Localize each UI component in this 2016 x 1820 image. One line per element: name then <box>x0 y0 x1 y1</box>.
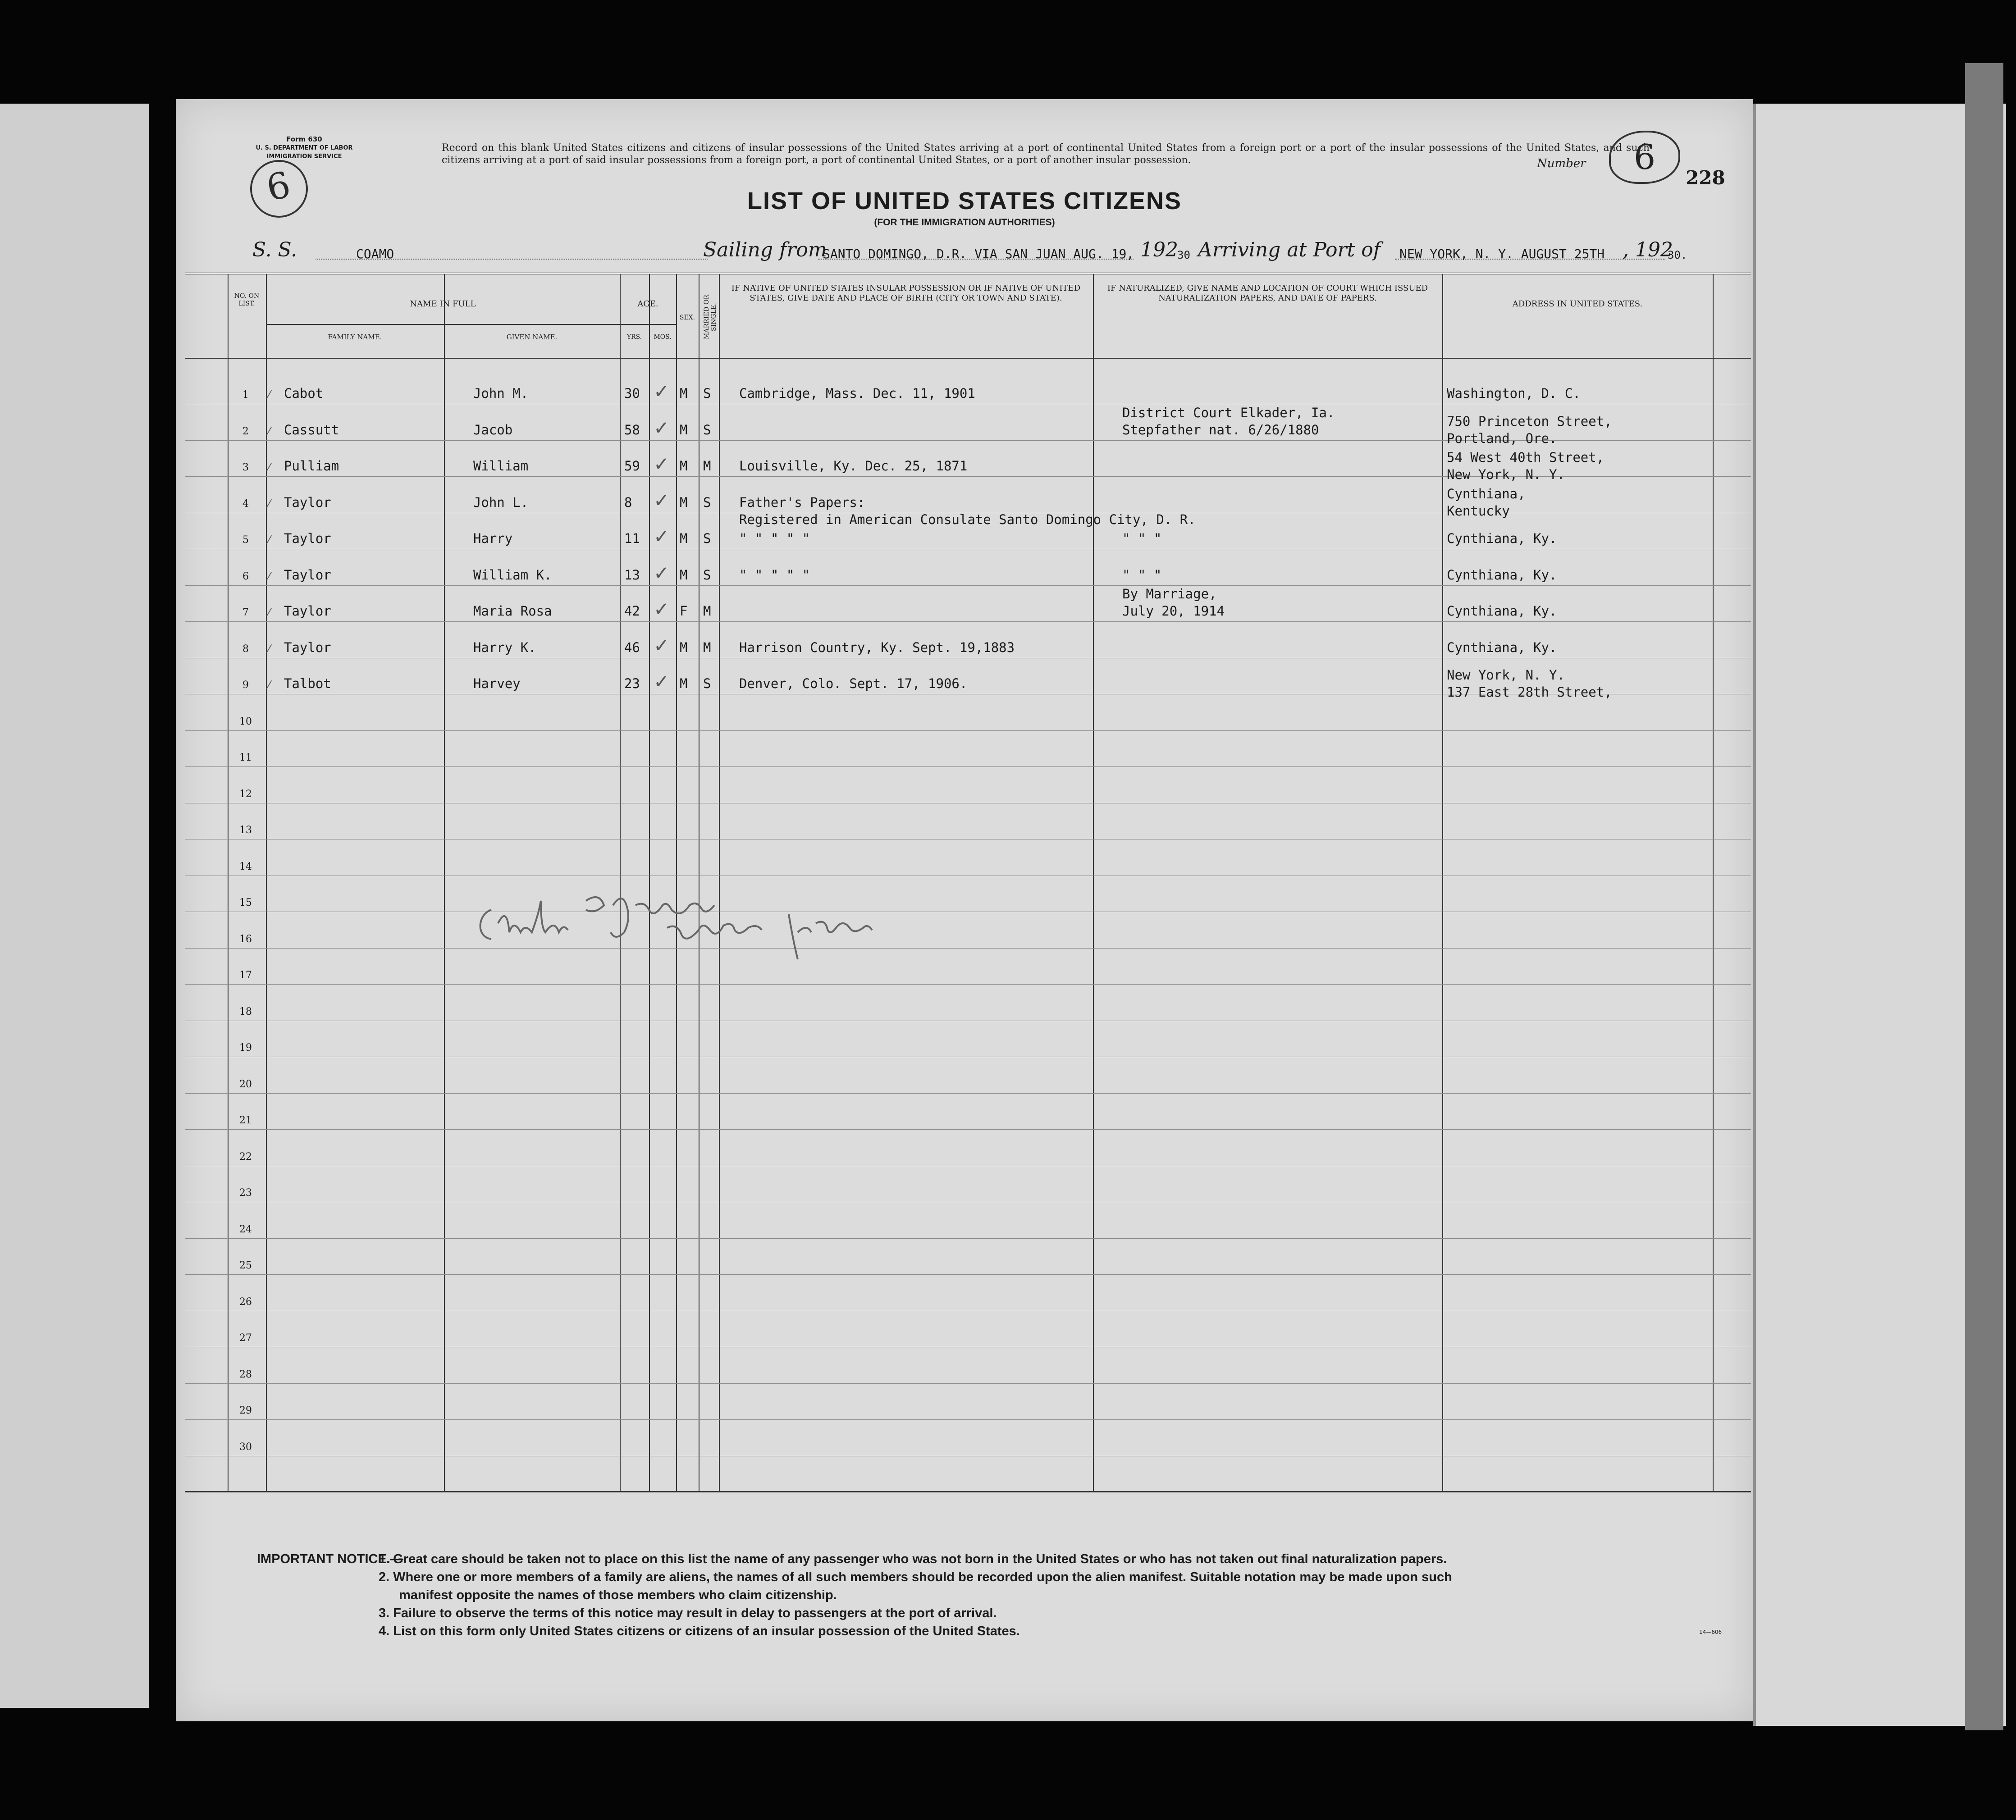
notice-item-1: 1. Great care should be taken not to place on this list the name of any passenger who was not born in the United States or who has not taken out final naturalization papers. <box>379 1552 1447 1566</box>
passenger-given: William K. <box>473 567 552 583</box>
passenger-yrs: 8 <box>624 494 632 510</box>
row-number: 8 <box>242 643 249 655</box>
row-number: 13 <box>239 825 252 836</box>
row-number: 22 <box>239 1151 252 1163</box>
passenger-sex: M <box>680 422 688 438</box>
tick-mark-icon: ⁄ <box>268 642 270 655</box>
row-number: 27 <box>239 1332 252 1344</box>
sailing-from: SANTO DOMINGO, D.R. VIA SAN JUAN AUG. 19, <box>823 246 1134 261</box>
row-number: 7 <box>242 607 249 618</box>
passenger-naturalized: " " " <box>1122 567 1162 583</box>
row-rule <box>185 585 1751 586</box>
tick-mark-icon: ⁄ <box>268 497 270 510</box>
check-mark-icon: ✓ <box>654 380 670 402</box>
row-number: 15 <box>239 897 252 908</box>
check-mark-icon: ✓ <box>654 416 670 439</box>
citizens-table <box>185 273 1751 1492</box>
passenger-status: S <box>703 494 711 510</box>
header-age-months: MOS. <box>654 333 672 341</box>
check-mark-icon: ✓ <box>654 634 670 657</box>
tick-mark-icon: ⁄ <box>268 461 270 474</box>
row-number: 2 <box>242 425 249 437</box>
passenger-address-line-2: 137 East 28th Street, <box>1447 684 1612 700</box>
row-rule <box>185 1129 1751 1130</box>
row-number: 23 <box>239 1187 252 1199</box>
passenger-address-line-2: New York, N. Y. <box>1447 467 1565 482</box>
passenger-address: Cynthiana, Ky. <box>1447 567 1557 583</box>
check-mark-icon: ✓ <box>654 525 670 547</box>
passenger-address: Cynthiana, Ky. <box>1447 639 1557 655</box>
row-number: 20 <box>239 1078 252 1090</box>
passenger-status: M <box>703 603 711 619</box>
row-number: 12 <box>239 788 252 800</box>
row-rule <box>185 1238 1751 1239</box>
page-title: LIST OF UNITED STATES CITIZENS <box>747 187 1182 214</box>
check-mark-icon: ✓ <box>654 561 670 584</box>
row-number: 29 <box>239 1405 252 1416</box>
passenger-given: John L. <box>473 494 529 510</box>
row-rule <box>185 1274 1751 1275</box>
tick-mark-icon: ⁄ <box>268 570 270 583</box>
backing-page-left <box>0 104 149 1708</box>
passenger-family: Taylor <box>284 567 331 583</box>
header-naturalization: IF NATURALIZED, GIVE NAME AND LOCATION OF COURT WHICH ISSUED NATURALIZATION PAPERS, AND DATE OF PAPERS. <box>1107 283 1428 303</box>
row-number: 10 <box>239 716 252 727</box>
passenger-sex: M <box>680 531 688 546</box>
passenger-family: Cabot <box>284 386 324 401</box>
row-rule <box>185 948 1751 949</box>
passenger-address-line-2: Kentucky <box>1447 503 1510 519</box>
passenger-address: Cynthiana, Ky. <box>1447 603 1557 619</box>
row-number: 11 <box>239 752 252 763</box>
passenger-family: Taylor <box>284 639 331 655</box>
passenger-address: 54 West 40th Street, <box>1447 450 1605 465</box>
circled-mark: 6 <box>245 155 313 223</box>
row-rule <box>185 1383 1751 1384</box>
row-number: 1 <box>242 389 249 401</box>
notice-item-3: 3. Failure to observe the terms of this notice may result in delay to passengers at the port of arrival. <box>379 1606 997 1620</box>
row-rule <box>185 730 1751 731</box>
header-age-years: YRS. <box>626 333 642 341</box>
header-place-of-birth: IF NATIVE OF UNITED STATES INSULAR POSSESSION OR IF NATIVE OF UNITED STATES, GIVE DATE AND PLACE OF BIRTH (CITY OR TOWN AND STATE). <box>731 283 1081 303</box>
row-number: 26 <box>239 1296 252 1308</box>
manifest-page <box>176 99 1753 1721</box>
passenger-status: S <box>703 386 711 401</box>
header-name-in-full: NAME IN FULL <box>410 299 476 309</box>
header-age: AGE. <box>637 299 658 309</box>
notice-item-2: 2. Where one or more members of a family are aliens, the names of all such members should be recorded upon the alien manifest. Suitable notation may be made upon such <box>379 1570 1452 1584</box>
passenger-family: Taylor <box>284 494 331 510</box>
check-mark-icon: ✓ <box>654 453 670 475</box>
ship-name: COAMO <box>356 246 394 261</box>
passenger-naturalized-line-2: July 20, 1914 <box>1122 603 1225 619</box>
passenger-sex: M <box>680 458 688 474</box>
list-number: 6 <box>1609 131 1680 184</box>
passenger-address: Cynthiana, Ky. <box>1447 531 1557 546</box>
passenger-birth: Louisville, Ky. Dec. 25, 1871 <box>739 458 968 474</box>
passenger-sex: M <box>680 494 688 510</box>
passenger-family: Taylor <box>284 603 331 619</box>
passenger-naturalized: District Court Elkader, Ia. <box>1122 405 1335 420</box>
passenger-yrs: 46 <box>624 639 640 655</box>
row-number: 17 <box>239 970 252 981</box>
passenger-status: S <box>703 531 711 546</box>
passenger-status: S <box>703 422 711 438</box>
passenger-naturalized-line-2: Stepfather nat. 6/26/1880 <box>1122 422 1319 438</box>
tick-mark-icon: ⁄ <box>268 424 270 438</box>
notice-item-2-continued: manifest opposite the names of those members who claim citizenship. <box>399 1588 837 1602</box>
passenger-sex: M <box>680 567 688 583</box>
row-rule <box>185 1419 1751 1420</box>
row-number: 25 <box>239 1260 252 1271</box>
passenger-address-line-2: Portland, Ore. <box>1447 430 1557 446</box>
passenger-given: Harvey <box>473 676 521 691</box>
row-number: 5 <box>242 534 249 546</box>
row-number: 14 <box>239 861 252 872</box>
row-number: 6 <box>242 570 249 582</box>
passenger-given: Harry K. <box>473 639 536 655</box>
header-address: ADDRESS IN UNITED STATES. <box>1512 299 1643 309</box>
passenger-address: Cynthiana, <box>1447 486 1526 502</box>
page-subtitle: (FOR THE IMMIGRATION AUTHORITIES) <box>874 217 1055 228</box>
passenger-yrs: 42 <box>624 603 640 619</box>
passenger-family: Talbot <box>284 676 331 691</box>
passenger-birth: Denver, Colo. Sept. 17, 1906. <box>739 676 968 691</box>
passenger-family: Taylor <box>284 531 331 546</box>
header-family-name: FAMILY NAME. <box>328 333 382 341</box>
passenger-family: Pulliam <box>284 458 339 474</box>
voyage-line <box>252 234 1695 266</box>
form-number: Form 630 <box>286 135 322 143</box>
passenger-yrs: 59 <box>624 458 640 474</box>
notice-heading: IMPORTANT NOTICE.— <box>257 1552 403 1566</box>
row-number: 30 <box>239 1441 252 1453</box>
row-rule <box>185 984 1751 985</box>
year-suffix-1: 30 <box>1177 249 1190 261</box>
passenger-naturalized: By Marriage, <box>1122 586 1217 602</box>
year-prefix-2: , 192 <box>1623 238 1673 261</box>
ss-label: S. S. <box>252 238 297 261</box>
passenger-status: M <box>703 458 711 474</box>
row-number: 3 <box>242 462 249 473</box>
year-suffix-2: 30. <box>1668 249 1687 261</box>
department-name: U. S. DEPARTMENT OF LABOR <box>256 145 353 151</box>
passenger-given: John M. <box>473 386 529 401</box>
header-married-or-single: MARRIED OR SINGLE. <box>703 295 718 340</box>
passenger-yrs: 23 <box>624 676 640 691</box>
row-number: 9 <box>242 680 249 691</box>
row-number: 24 <box>239 1223 252 1235</box>
passenger-yrs: 30 <box>624 386 640 401</box>
passenger-birth: Harrison Country, Ky. Sept. 19,1883 <box>739 639 1015 655</box>
notice-item-4: 4. List on this form only United States citizens or citizens of an insular possession of the United States. <box>379 1624 1020 1638</box>
passenger-yrs: 11 <box>624 531 640 546</box>
passenger-given: Maria Rosa <box>473 603 552 619</box>
passenger-birth: " " " " " <box>739 531 810 546</box>
passenger-status: S <box>703 567 711 583</box>
passenger-family: Cassutt <box>284 422 339 438</box>
row-number: 16 <box>239 933 252 945</box>
sailing-label: Sailing from <box>703 238 827 261</box>
passenger-address: New York, N. Y. <box>1447 667 1565 683</box>
handwritten-annotation <box>473 887 906 973</box>
passenger-birth-line-2: Registered in American Consulate Santo Domingo City, D. R. <box>739 511 1196 527</box>
passenger-birth: Father's Papers: <box>739 494 865 510</box>
row-rule <box>185 1093 1751 1094</box>
row-rule <box>185 621 1751 622</box>
passenger-birth: " " " " " <box>739 567 810 583</box>
passenger-status: S <box>703 676 711 691</box>
passenger-status: M <box>703 639 711 655</box>
row-number: 21 <box>239 1115 252 1126</box>
header-no-on-list: NO. ON LIST. <box>234 292 260 307</box>
header-sex: SEX. <box>679 314 695 321</box>
row-rule <box>185 766 1751 767</box>
passenger-sex: M <box>680 639 688 655</box>
service-name: IMMIGRATION SERVICE <box>266 153 342 160</box>
passenger-yrs: 13 <box>624 567 640 583</box>
row-number: 18 <box>239 1006 252 1017</box>
row-number: 28 <box>239 1368 252 1380</box>
passenger-given: Jacob <box>473 422 513 438</box>
passenger-sex: M <box>680 676 688 691</box>
page-number: 228 <box>1686 167 1725 189</box>
header-given-name: GIVEN NAME. <box>506 333 558 341</box>
tick-mark-icon: ⁄ <box>268 679 270 691</box>
passenger-given: William <box>473 458 529 474</box>
passenger-address: 750 Princeton Street, <box>1447 413 1612 429</box>
passenger-naturalized: " " " <box>1122 531 1162 546</box>
tick-mark-icon: ⁄ <box>268 606 270 619</box>
check-mark-icon: ✓ <box>654 598 670 620</box>
check-mark-icon: ✓ <box>654 489 670 511</box>
form-identifier <box>243 135 365 161</box>
arriving-label: Arriving at Port of <box>1198 238 1381 261</box>
notice-items <box>379 1550 1686 1640</box>
form-instructions: Record on this blank United States citizens and citizens of insular possessions of the United States arriving at a port of continental United States from a foreign port or a port of the insular possessions of the United States, and such citizens arriving at a port of said insular possessions from a foreign port, a port of continental United States, or a port of another insular possession. <box>442 142 1650 166</box>
row-number: 4 <box>242 498 249 510</box>
passenger-sex: M <box>680 386 688 401</box>
print-code: 14—606 <box>1699 1629 1722 1635</box>
passenger-yrs: 58 <box>624 422 640 438</box>
backing-page-edge <box>1965 63 2003 1730</box>
arriving-port: NEW YORK, N. Y. AUGUST 25TH <box>1399 246 1605 261</box>
number-label: Number <box>1537 157 1586 170</box>
row-number: 19 <box>239 1042 252 1054</box>
check-mark-icon: ✓ <box>654 671 670 693</box>
year-prefix-1: 192 <box>1140 238 1178 261</box>
passenger-birth: Cambridge, Mass. Dec. 11, 1901 <box>739 386 975 401</box>
passenger-address: Washington, D. C. <box>1447 386 1581 401</box>
tick-mark-icon: ⁄ <box>268 388 270 401</box>
passenger-sex: F <box>680 603 688 619</box>
passenger-given: Harry <box>473 531 513 546</box>
tick-mark-icon: ⁄ <box>268 534 270 546</box>
